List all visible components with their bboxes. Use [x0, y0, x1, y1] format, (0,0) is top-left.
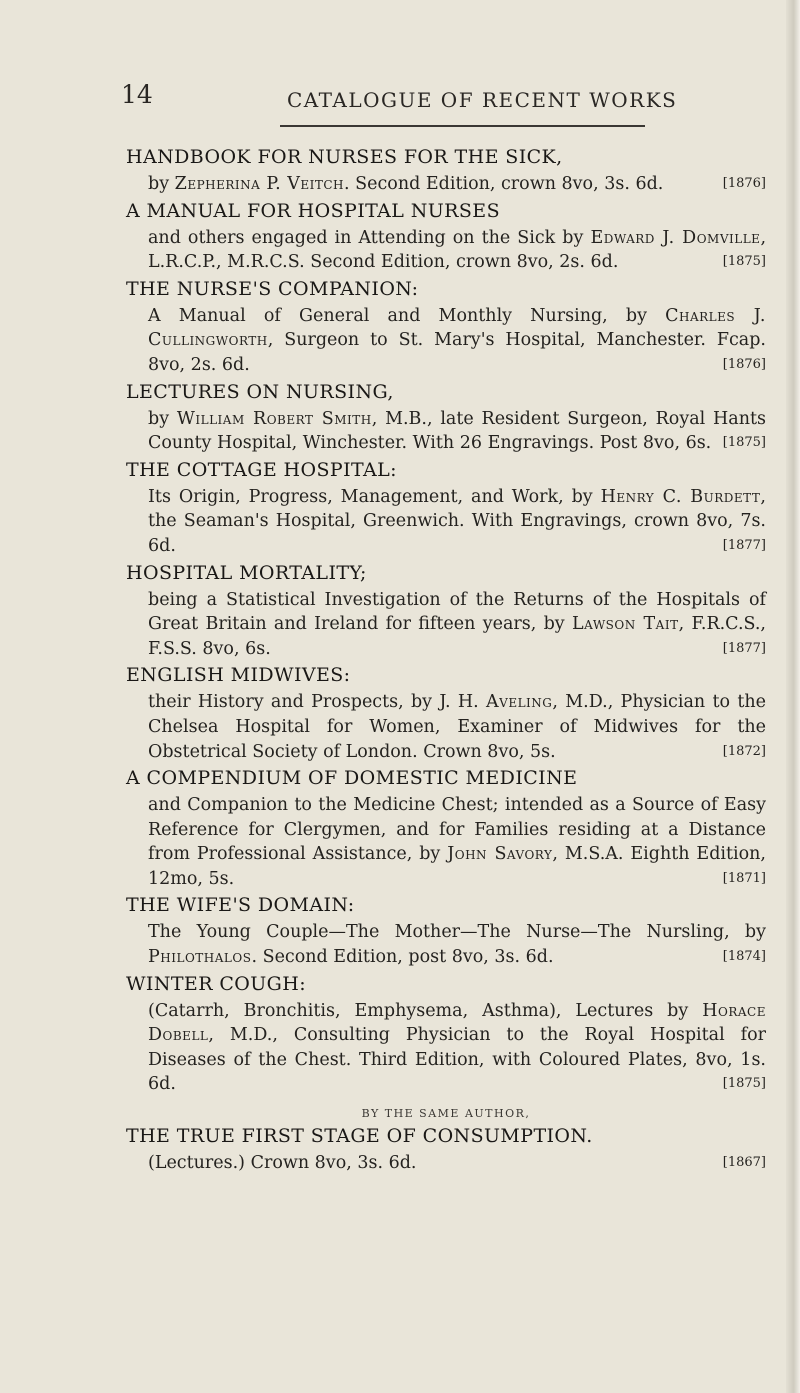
- entry-title: THE NURSE'S COMPANION:: [126, 277, 419, 300]
- header-rule: [280, 125, 645, 127]
- page-edge: [786, 0, 800, 1393]
- entry-year: [1876]: [722, 356, 766, 372]
- catalogue-entry: [126, 197, 766, 275]
- entry-text-post: . Second Edition, post 8vo, 3s. 6d.: [251, 947, 554, 968]
- entry-description: [126, 1151, 766, 1176]
- entry-description: [126, 304, 766, 378]
- entry-title: HOSPITAL MORTALITY;: [126, 561, 367, 584]
- entry-text-post: , M.B., late Resident Surgeon, Royal Hants County Hospital, Winchester. With 26 Engravings. Post 8vo, 6s.: [148, 408, 766, 454]
- entry-author: Lawson Tait: [572, 614, 679, 635]
- final-entry-container: [126, 1122, 766, 1176]
- entry-title: WINTER COUGH:: [126, 972, 307, 995]
- page-number: 14: [121, 80, 153, 109]
- entry-description: [126, 407, 766, 456]
- entry-text-post: , M.S.A. Eighth Edition, 12mo, 5s.: [148, 844, 766, 889]
- entry-text-post: , Surgeon to St. Mary's Hospital, Manchester. Fcap. 8vo, 2s. 6d.: [148, 330, 766, 375]
- entry-author: Edward J. Domville: [590, 227, 761, 248]
- entry-text-pre: by: [148, 174, 175, 194]
- catalogue-entry: [126, 661, 766, 764]
- entry-year: [1871]: [722, 870, 766, 886]
- entry-author: Aveling: [486, 692, 553, 713]
- entry-text-pre: A Manual of General and Monthly Nursing, by: [148, 305, 666, 326]
- entry-description: [126, 588, 766, 662]
- entry-year: [1874]: [722, 949, 766, 965]
- entry-title: LECTURES ON NURSING,: [126, 380, 394, 403]
- entry-description: [126, 920, 766, 969]
- entry-text-post: . Second Edition, crown 8vo, 3s. 6d.: [344, 174, 664, 194]
- catalogue-entry: [126, 764, 766, 891]
- entry-author: Zepherina P. Veitch: [174, 174, 345, 194]
- entry-year: [1872]: [722, 743, 766, 759]
- entry-author: William Robert Smith: [176, 408, 372, 429]
- entry-description: [126, 485, 766, 559]
- entry-description: [126, 999, 766, 1097]
- entry-description: [126, 172, 766, 197]
- entry-title: THE TRUE FIRST STAGE OF CONSUMPTION.: [126, 1125, 593, 1148]
- entry-text-pre: The Young Couple—The Mother—The Nurse—The Nursling, by: [148, 922, 766, 943]
- entry-year: [1877]: [722, 537, 766, 553]
- entry-description: [126, 690, 766, 764]
- entry-text-post: , L.R.C.P., M.R.C.S. Second Edition, crown 8vo, 2s. 6d.: [148, 227, 767, 273]
- entry-title: THE WIFE'S DOMAIN:: [126, 894, 355, 917]
- entry-description: [126, 793, 766, 891]
- entry-text-post: , M.D., Physician to the Chelsea Hospital for Women, Examiner of Midwives for the Obstetrical Society of London. Crown 8vo, 5s.: [148, 692, 766, 762]
- same-author-label: BY THE SAME AUTHOR,: [361, 1107, 531, 1121]
- entry-text-pre: and others engaged in Attending on the Sick by: [148, 227, 591, 248]
- running-head: CATALOGUE OF RECENT WORKS: [287, 88, 678, 112]
- catalogue-entry: [126, 456, 766, 559]
- entry-text-pre: being a Statistical Investigation of the Returns of the Hospitals of Great Britain and Ireland for fifteen years, by: [148, 589, 766, 635]
- catalogue-entry: [126, 1122, 766, 1176]
- entry-year: [1875]: [722, 1076, 766, 1092]
- entry-title: HANDBOOK FOR NURSES FOR THE SICK,: [126, 146, 563, 168]
- entry-author: Horace Dobell: [148, 1000, 766, 1046]
- entry-title: THE COTTAGE HOSPITAL:: [126, 458, 397, 481]
- catalogue-entry: [126, 891, 766, 969]
- entry-title: A MANUAL FOR HOSPITAL NURSES: [126, 199, 500, 222]
- entry-text-pre: and Companion to the Medicine Chest; intended as a Source of Easy Reference for Clergymen, and for Families residing at a Distance from Professional Assistance, by: [148, 795, 766, 865]
- entry-year: [1875]: [722, 254, 766, 270]
- entry-author: Philothalos: [148, 947, 252, 968]
- catalogue-entry: [126, 143, 766, 197]
- entry-text-pre: their History and Prospects, by J. H.: [148, 692, 487, 713]
- catalogue-entry: [126, 970, 766, 1097]
- entry-description: [126, 226, 766, 275]
- entry-text-pre: (Lectures.) Crown 8vo, 3s. 6d.: [148, 1153, 417, 1174]
- entry-author: Charles J. Cullingworth: [148, 305, 766, 351]
- catalogue-entry: [126, 559, 766, 662]
- catalogue-list: [126, 143, 766, 1176]
- entry-year: [1876]: [722, 176, 766, 191]
- entry-text-post: , M.D., Consulting Physician to the Royal Hospital for Diseases of the Chest. Third Edition, with Coloured Plates, 8vo, 1s. 6d.: [148, 1025, 766, 1095]
- entry-author: John Savory: [447, 844, 553, 865]
- entry-text-post: , the Seaman's Hospital, Greenwich. With Engravings, crown 8vo, 7s. 6d.: [148, 486, 766, 556]
- entry-text-pre: Its Origin, Progress, Management, and Work, by: [148, 486, 601, 507]
- entry-year: [1867]: [722, 1155, 766, 1171]
- entries-container: [126, 143, 766, 1097]
- catalogue-entry: [126, 378, 766, 456]
- entry-title: A COMPENDIUM OF DOMESTIC MEDICINE: [126, 767, 578, 790]
- entry-text-post: , F.R.C.S., F.S.S. 8vo, 6s.: [148, 614, 766, 659]
- entry-text-pre: by: [148, 408, 177, 429]
- catalogue-entry: [126, 275, 766, 378]
- entry-text-pre: (Catarrh, Bronchitis, Emphysema, Asthma), Lectures by: [148, 1000, 703, 1021]
- entry-year: [1875]: [722, 435, 766, 451]
- entry-author: Henry C. Burdett: [600, 486, 761, 507]
- entry-year: [1877]: [722, 640, 766, 656]
- entry-title: ENGLISH MIDWIVES:: [126, 664, 351, 687]
